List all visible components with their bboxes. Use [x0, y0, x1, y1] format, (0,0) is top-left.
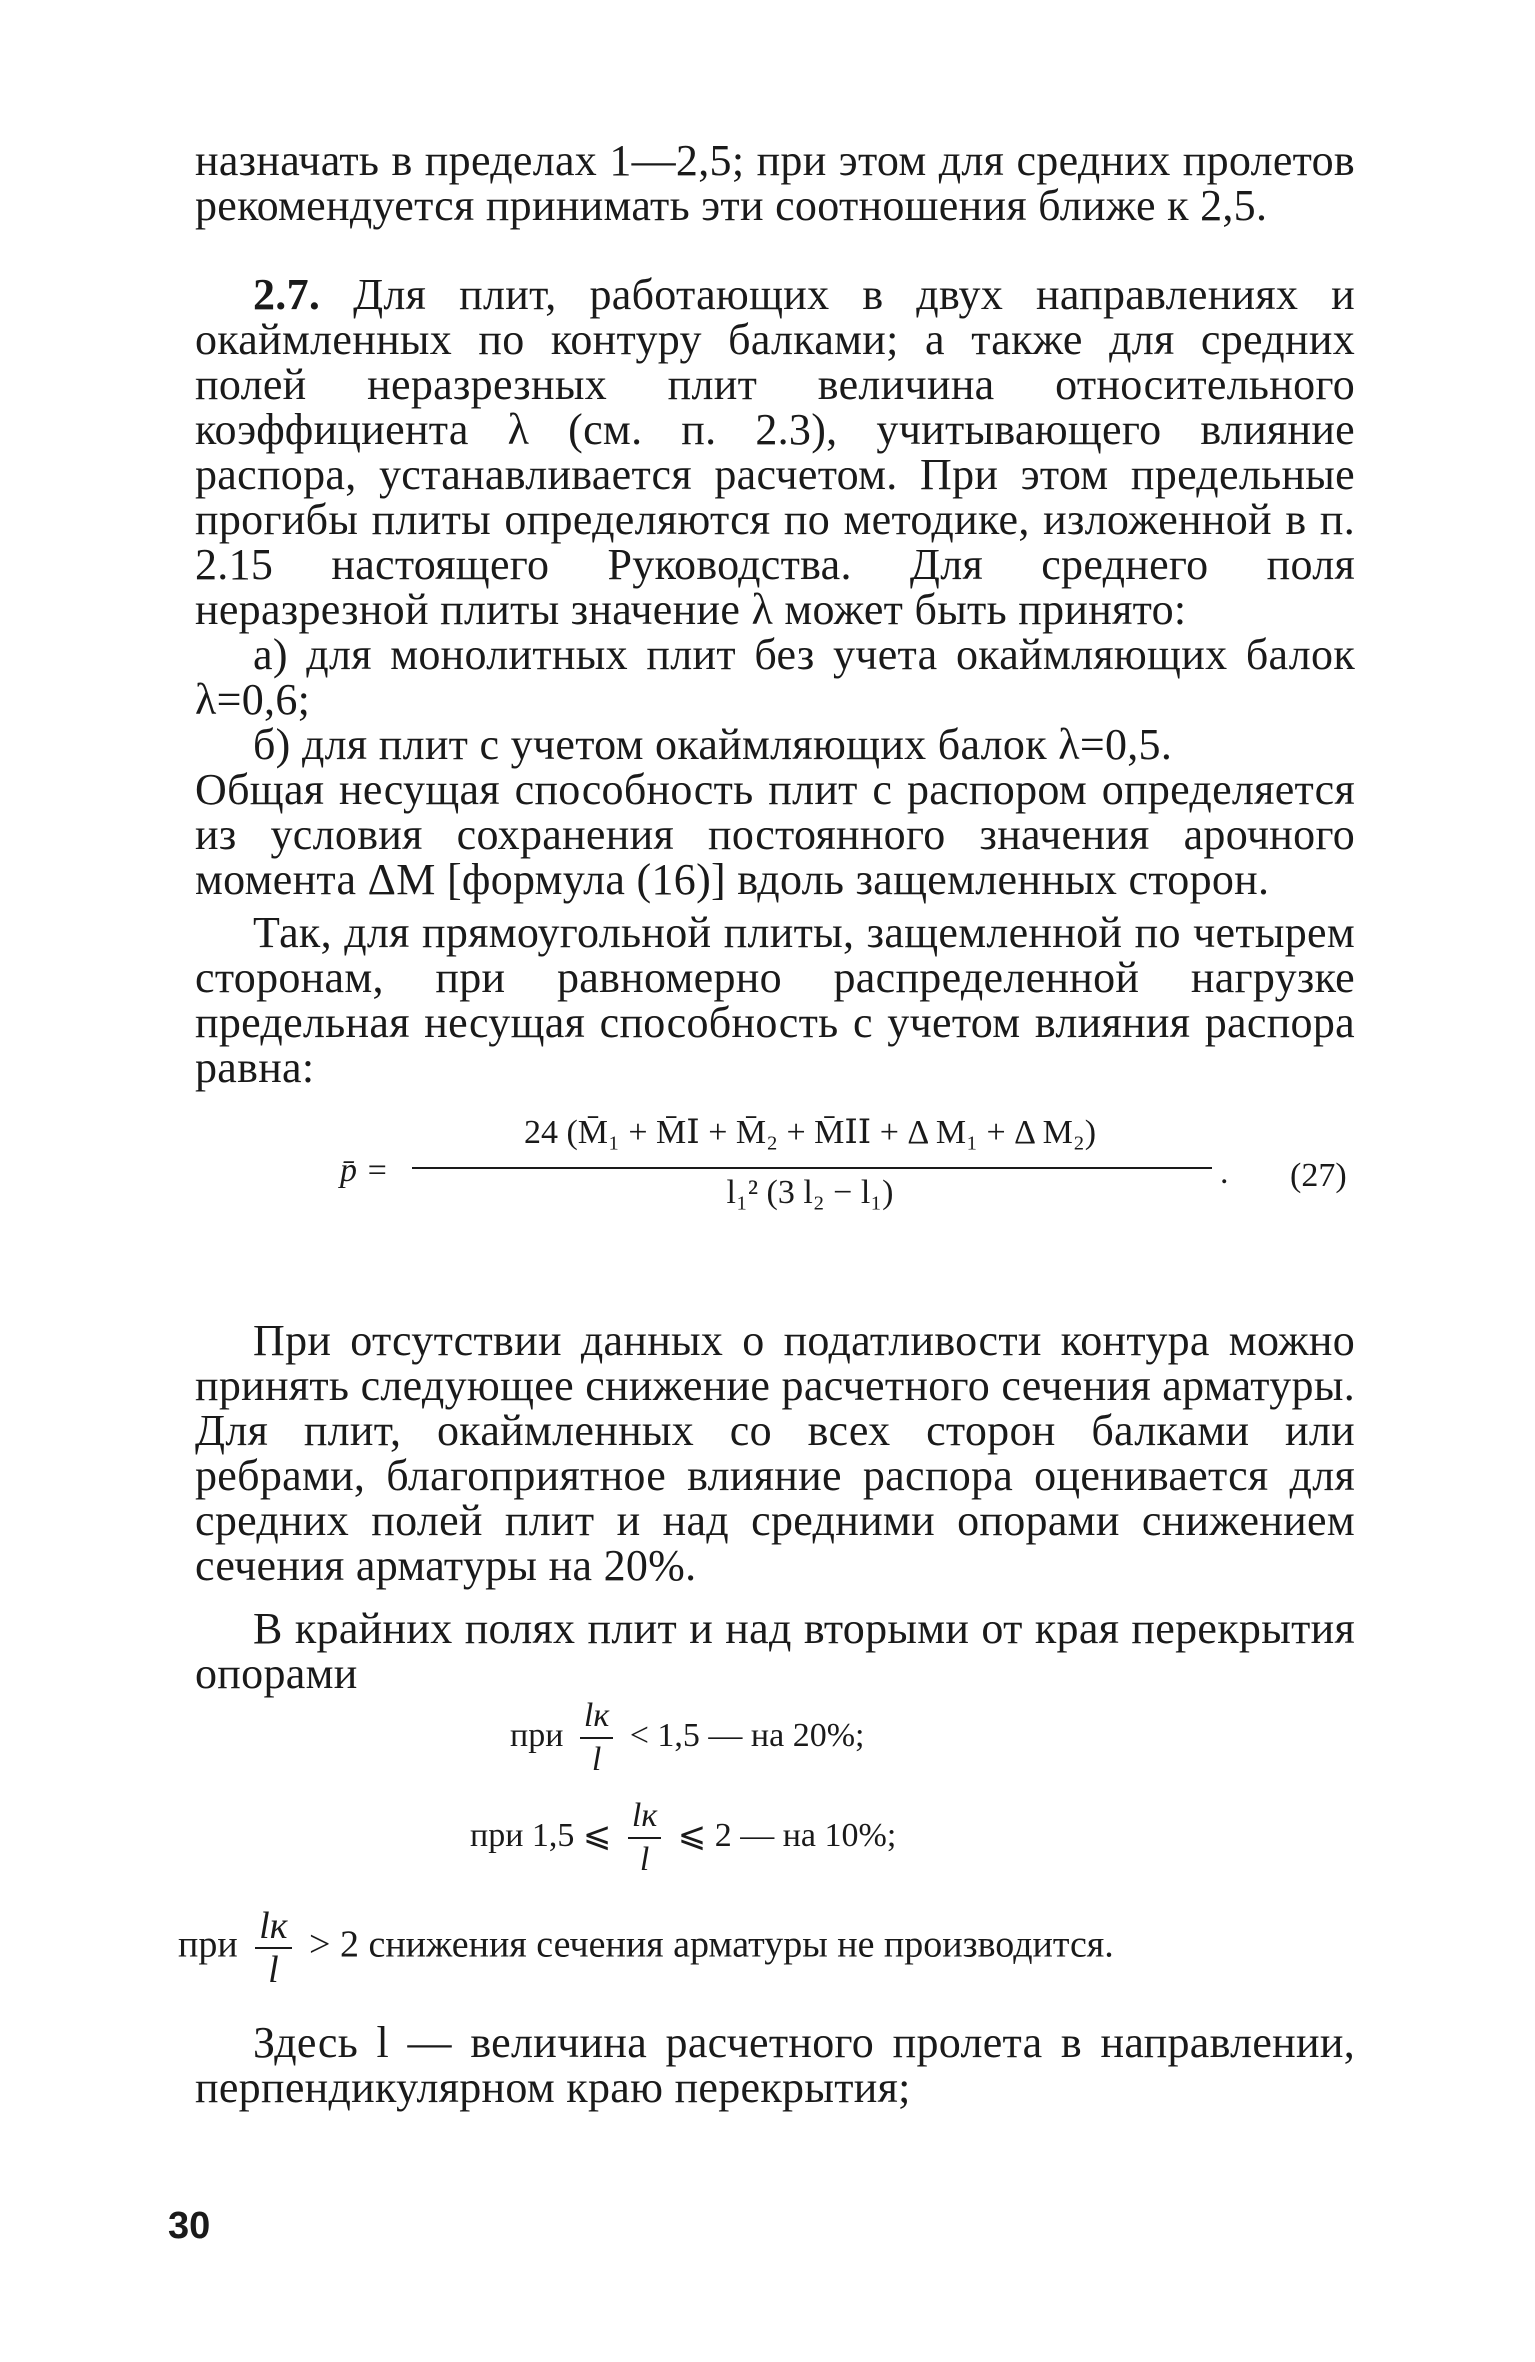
paragraph-4-text: Так, для прямоугольной плиты, защемленной по четырем сторонам, при равномерно распределенной нагрузке предельная несущая способность с учетом влияния распора равна:	[195, 908, 1355, 1092]
list-item-b: б) для плит с учетом окаймляющих балок λ=0,5.	[253, 720, 1173, 769]
paragraph-2-text: Для плит, работающих в двух направлениях и окаймленных по контуру балками; а также для средних полей неразрезных плит величина относительного коэффициента λ (см. п. 2.3), учитывающего влияние распора, устанавливается расчетом. При этом предельные прогибы плиты определяются по методике, изложенной в п. 2.15 настоящего Руководства. Для среднего поля неразрезной плиты значение λ может быть принято:	[195, 270, 1355, 634]
paragraph-7	[195, 2020, 1355, 2110]
paragraph-6-text: В крайних полях плит и над вторыми от края перекрытия опорами	[195, 1604, 1355, 1698]
section-number: 2.7.	[253, 270, 321, 319]
page-number: 30	[168, 2205, 211, 2247]
condition-1: при lк l < 1,5 — на 20%;	[510, 1695, 864, 1781]
condition-2: при 1,5 ⩽ lк l ⩽ 2 — на 10%;	[470, 1795, 896, 1881]
paragraph-3-text: Общая несущая способность плит с распором определяется из условия сохранения постоянного значения арочного момента ΔM [формула (16)] вдоль защемленных сторон.	[195, 765, 1355, 904]
formula-period: .	[1220, 1154, 1229, 1191]
paragraph-1	[195, 138, 1355, 228]
ratio-fraction: lк l	[255, 1905, 291, 1991]
paragraph-2	[195, 272, 1355, 1090]
formula-27	[340, 1112, 1360, 1242]
fraction-bar	[412, 1167, 1212, 1169]
ratio-fraction: lк l	[580, 1695, 613, 1781]
condition-3: при lк l > 2 снижения сечения арматуры не производится.	[178, 1905, 1114, 1991]
paragraph-5-text: При отсутствии данных о податливости контура можно принять следующее снижение расчетного сечения арматуры. Для плит, окаймленных со всех сторон балками или ребрами, благоприятное влияние распора оценивается для средних полей плит и над средними опорами снижением сечения арматуры на 20%.	[195, 1316, 1355, 1590]
formula-lhs: p̄ =	[340, 1152, 389, 1189]
formula-denominator: l₁² (3 l₂ − l₁)	[726, 1174, 894, 1211]
paragraph-1-text: назначать в пределах 1—2,5; при этом для средних пролетов рекомендуется принимать эти соотношения ближе к 2,5.	[195, 136, 1355, 230]
paragraph-7-text: Здесь l — величина расчетного пролета в направлении, перпендикулярном краю перекрытия;	[195, 2018, 1355, 2112]
ratio-fraction: lк l	[628, 1795, 661, 1881]
list-item-a: а) для монолитных плит без учета окаймляющих балок λ=0,6;	[195, 630, 1355, 724]
formula-numerator: 24 (M̄₁ + M̄Ⅰ + M̄₂ + M̄ⅠⅠ + Δ M₁ + Δ M₂)	[523, 1114, 1097, 1151]
formula-number: (27)	[1290, 1157, 1347, 1194]
paragraph-5	[195, 1318, 1355, 1696]
